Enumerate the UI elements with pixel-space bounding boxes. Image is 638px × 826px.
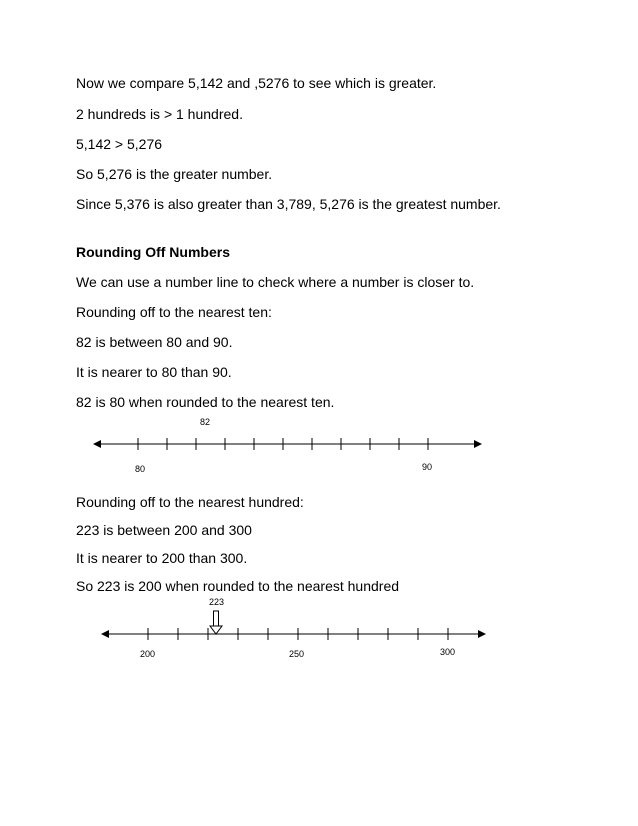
hundreds-line-2: 223 is between 200 and 300 xyxy=(76,522,252,538)
label-80: 80 xyxy=(135,464,146,474)
label-200: 200 xyxy=(140,649,156,659)
hundreds-line-3: It is nearer to 200 than 300. xyxy=(76,550,248,566)
label-90: 90 xyxy=(422,462,433,472)
tens-line-3: It is nearer to 80 than 90. xyxy=(76,364,232,380)
tens-line-1: Rounding off to the nearest ten: xyxy=(76,304,272,320)
number-line-tens xyxy=(0,410,638,480)
tens-line-2: 82 is between 80 and 90. xyxy=(76,334,233,350)
hundreds-line-1: Rounding off to the nearest hundred: xyxy=(76,494,304,510)
down-arrow-icon xyxy=(210,611,222,634)
right-arrow-icon xyxy=(478,630,486,638)
left-arrow-icon xyxy=(93,440,101,448)
paragraph-greatest: Since 5,376 is also greater than 3,789, 5,276 is the greatest number. xyxy=(76,196,501,212)
paragraph-compare: Now we compare 5,142 and ,5276 to see which is greater. xyxy=(76,75,437,91)
right-arrow-icon xyxy=(474,440,482,448)
tens-line-4: 82 is 80 when rounded to the nearest ten. xyxy=(76,394,335,410)
paragraph-hundreds: 2 hundreds is > 1 hundred. xyxy=(76,106,243,122)
rounding-intro: We can use a number line to check where a number is closer to. xyxy=(76,274,475,290)
marker-label-82: 82 xyxy=(200,417,211,427)
left-arrow-icon xyxy=(101,630,109,638)
paragraph-inequality: 5,142 > 5,276 xyxy=(76,136,163,152)
section-heading: Rounding Off Numbers xyxy=(76,244,230,260)
label-300: 300 xyxy=(440,647,456,657)
hundreds-line-4: So 223 is 200 when rounded to the nearest hundred xyxy=(76,578,400,594)
paragraph-greater: So 5,276 is the greater number. xyxy=(76,166,273,182)
number-line-hundreds xyxy=(0,594,638,664)
label-250: 250 xyxy=(289,649,305,659)
marker-label-223: 223 xyxy=(209,597,225,607)
